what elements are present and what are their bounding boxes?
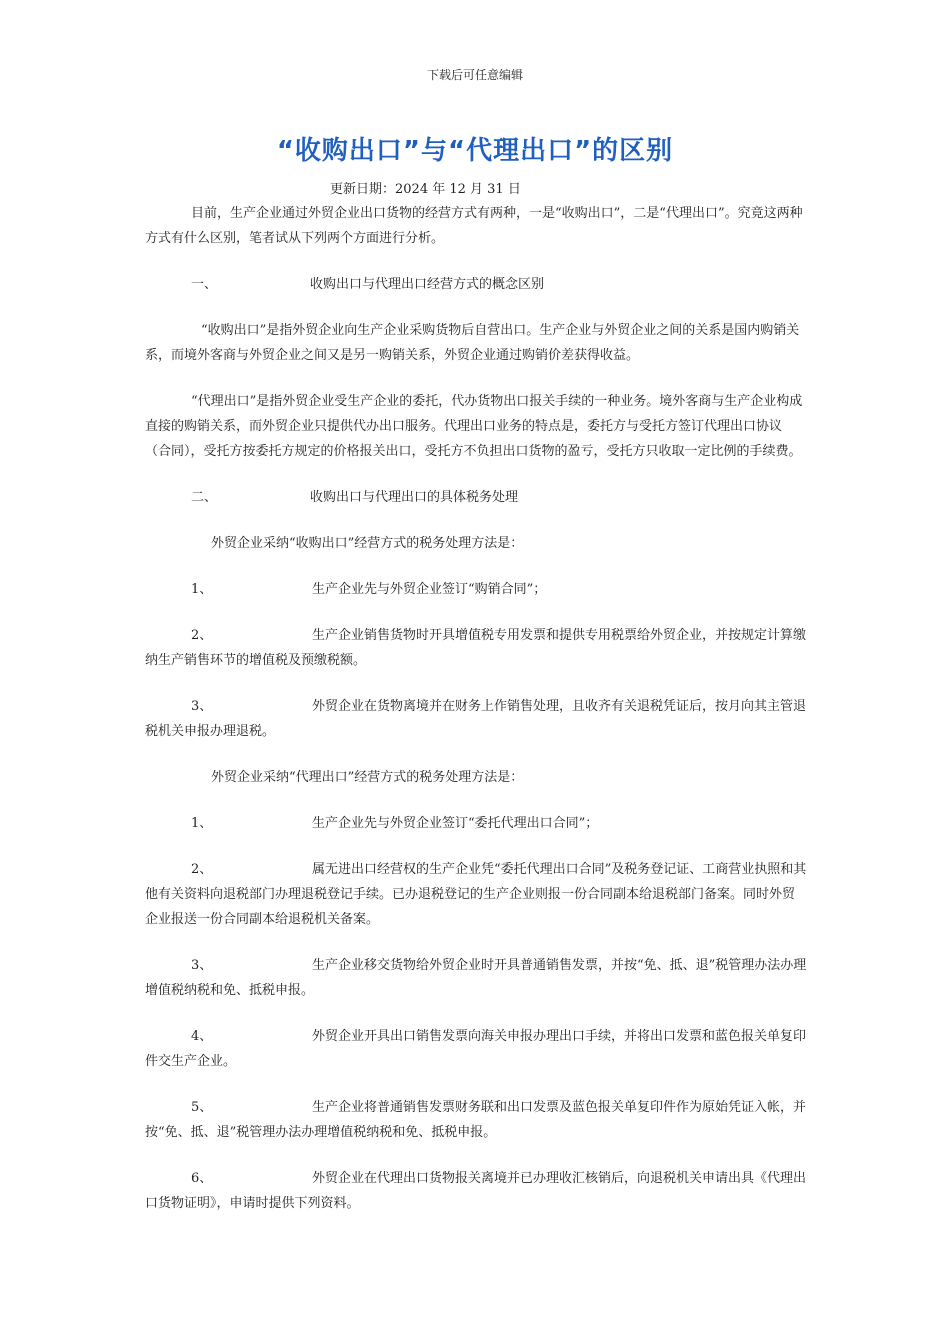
item-text: 生产企业先与外贸企业签订“购销合同”； [312,582,547,597]
item-number: 6、 [191,1171,213,1186]
list-item [145,1024,807,1074]
item-text: 属无进出口经营权的生产企业凭“委托代理出口合同”及税务登记证、工商营业执照和其他有关资料向退税部门办理退税登记手续。已办退税登记的生产企业则报一份合同副本给退税部门备案。同时外贸企业报送一份合同副本给退税机关备案。 [145,862,807,927]
update-date: 更新日期：2024 年 12 月 31 日 [330,182,521,197]
item-number: 5、 [191,1100,213,1115]
paragraph-purchase-export: “收购出口”是指外贸企业向生产企业采购货物后自营出口。生产企业与外贸企业之间的关系是国内购销关系，而境外客商与外贸企业之间又是另一购销关系，外贸企业通过购销价差获得收益。 [145,323,800,363]
list-item [145,953,807,1003]
list-item [145,694,807,744]
item-text: 外贸企业开具出口销售发票向海关申报办理出口手续，并将出口发票和蓝色报关单复印件交生产企业。 [145,1029,807,1069]
item-text: 外贸企业在货物离境并在财务上作销售处理，且收齐有关退税凭证后，按月向其主管退税机关申报办理退税。 [145,699,807,739]
list-item [145,857,807,932]
item-text: 生产企业移交货物给外贸企业时开具普通销售发票，并按“免、抵、退”税管理办法办理增值税纳税和免、抵税申报。 [145,958,807,998]
item-number: 2、 [191,862,213,877]
paragraph-agency-export: “代理出口”是指外贸企业受生产企业的委托，代办货物出口报关手续的一种业务。境外客商与生产企业构成直接的购销关系，而外贸企业只提供代办出口服务。代理出口业务的特点是，委托方与受托方签订代理出口协议（合同），受托方按委托方规定的价格报关出口，受托方不负担出口货物的盈亏，受托方只收取一定比例的手续费。 [145,394,803,459]
section-heading-2 [145,485,807,510]
section-number: 二、 [191,490,218,505]
item-number: 3、 [191,699,213,714]
list-item [145,811,807,836]
section-heading-1 [145,272,807,297]
item-number: 4、 [191,1029,213,1044]
item-number: 3、 [191,958,213,973]
item-text: 外贸企业在代理出口货物报关离境并已办理收汇核销后，向退税机关申请出具《代理出口货物证明》，申请时提供下列资料。 [145,1171,807,1211]
item-number: 1、 [191,816,213,831]
item-number: 1、 [191,582,213,597]
subheading-purchase-method: 外贸企业采纳“收购出口”经营方式的税务处理方法是： [211,536,524,551]
item-text: 生产企业销售货物时开具增值税专用发票和提供专用税票给外贸企业，并按规定计算缴纳生产销售环节的增值税及预缴税额。 [145,628,807,668]
section-title: 收购出口与代理出口经营方式的概念区别 [310,277,545,292]
list-item [145,1166,807,1216]
list-item [145,577,807,602]
section-number: 一、 [191,277,218,292]
page-header: 下载后可任意编辑 [426,68,523,82]
intro-paragraph: 目前，生产企业通过外贸企业出口货物的经营方式有两种，一是“收购出口”，二是“代理出口”。究竟这两种方式有什么区别，笔者试从下列两个方面进行分析。 [145,206,803,246]
list-item [145,1095,807,1145]
section-title: 收购出口与代理出口的具体税务处理 [310,490,519,505]
list-item [145,623,807,673]
subheading-agency-method: 外贸企业采纳“代理出口”经营方式的税务处理方法是： [211,770,524,785]
item-text: 生产企业将普通销售发票财务联和出口发票及蓝色报关单复印件作为原始凭证入帐，并按“免、抵、退”税管理办法办理增值税纳税和免、抵税申报。 [145,1100,807,1140]
document-title: “收购出口”与“代理出口”的区别 [276,136,674,166]
document-body [145,201,807,1216]
item-number: 2、 [191,628,213,643]
item-text: 生产企业先与外贸企业签订“委托代理出口合同”； [312,816,599,831]
